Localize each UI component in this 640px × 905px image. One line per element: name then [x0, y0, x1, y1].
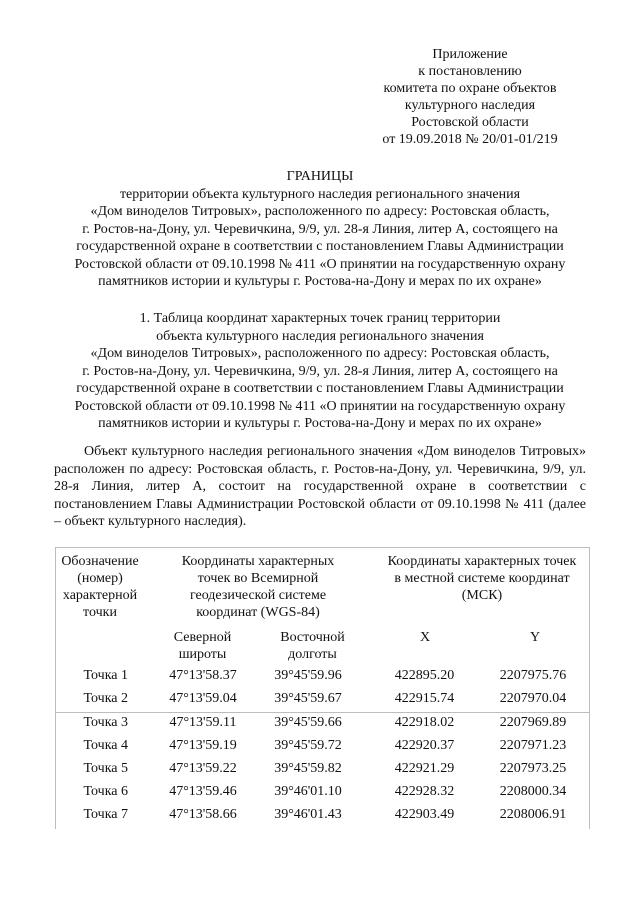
point-longitude: 39°45'59.66 [274, 715, 342, 730]
point-y: 2207975.76 [499, 668, 567, 683]
header-line: точки [83, 605, 117, 620]
caption-line: объекта культурного наследия регионального значения [156, 328, 484, 344]
table-caption [50, 310, 590, 433]
header-line: точек во Всемирной [197, 571, 319, 586]
subheader-x: X [419, 630, 431, 645]
appendix-line: к постановлению [418, 64, 522, 79]
table-row [55, 665, 590, 687]
appendix-block [355, 46, 585, 148]
point-y: 2207971.23 [499, 738, 567, 753]
point-longitude: 39°45'59.72 [274, 738, 342, 753]
point-longitude: 39°45'59.96 [274, 668, 342, 683]
title-line: «Дом виноделов Титровых», расположенного по адресу: Ростовская область, [90, 204, 550, 219]
point-x: 422928.32 [394, 784, 455, 799]
point-y: 2207969.89 [499, 715, 567, 730]
point-y: 2207973.25 [499, 761, 567, 776]
point-latitude: 47°13'59.19 [169, 738, 237, 753]
point-y: 2208000.34 [499, 784, 567, 799]
header-line: (МСК) [461, 588, 503, 603]
caption-line: 1. Таблица координат характерных точек границ территории [139, 311, 501, 326]
subheader-line: долготы [288, 647, 337, 662]
table-row [55, 688, 590, 710]
appendix-line: комитета по охране объектов [383, 81, 557, 96]
table-row [55, 781, 590, 803]
title-line: г. Ростов-на-Дону, ул. Черевичкина, 9/9, ул. 28-я Линия, литер А, состоящего на [82, 221, 558, 237]
point-longitude: 39°46'01.43 [274, 807, 342, 822]
point-name: Точка 4 [83, 738, 128, 753]
subheader-north-latitude [155, 629, 250, 663]
header-line: геодезической системе [189, 588, 327, 603]
point-latitude: 47°13'59.04 [169, 691, 237, 706]
appendix-line: Ростовской области [411, 115, 529, 130]
description-paragraph: Объект культурного наследия регионального значения «Дом виноделов Титровых» расположен по адресу: Ростовская область, г. Ростов-на-Дону, ул. Черевичкина, 9/9, ул. 28-я Линия, литер А, состоит на государственной охране в соответствии с постановлением Главы Администрации Ростовской области от 09.10.1998 № 411 (далее – объект культурного наследия). [54, 444, 586, 529]
point-latitude: 47°13'59.11 [169, 715, 237, 730]
subheader-line: Восточной [280, 630, 345, 645]
coordinates-table [55, 547, 590, 829]
point-x: 422918.02 [394, 715, 455, 730]
point-latitude: 47°13'58.66 [169, 807, 237, 822]
subheader-line: Северной [173, 630, 232, 645]
table-row [55, 758, 590, 780]
title-heading: ГРАНИЦЫ [286, 169, 354, 184]
table-border-top [55, 547, 590, 548]
subheader-line: широты [178, 647, 227, 662]
header-wgs84-coordinates [173, 553, 343, 621]
point-latitude: 47°13'58.37 [169, 668, 237, 683]
appendix-line: от 19.09.2018 № 20/01-01/219 [382, 132, 558, 147]
point-name: Точка 5 [83, 761, 128, 776]
table-row [55, 735, 590, 757]
point-latitude: 47°13'59.22 [169, 761, 237, 776]
header-line: в местной системе координат [394, 571, 570, 586]
point-latitude: 47°13'59.46 [169, 784, 237, 799]
header-point-designation [57, 553, 143, 621]
title-line: Ростовской области от 09.10.1998 № 411 «О принятии на государственную охрану [74, 256, 566, 272]
subheader-y: Y [529, 630, 541, 645]
title-line: территории объекта культурного наследия регионального значения [119, 186, 521, 202]
caption-line: Ростовской области от 09.10.1998 № 411 «О принятии на государственную охрану [74, 398, 566, 414]
point-name: Точка 3 [83, 715, 128, 730]
point-y: 2208006.91 [499, 807, 567, 822]
point-name: Точка 2 [83, 691, 128, 706]
point-x: 422915.74 [394, 691, 455, 706]
point-y: 2207970.04 [499, 691, 567, 706]
header-line: (номер) [77, 571, 123, 586]
subheader-east-longitude [265, 629, 360, 663]
header-line: характерной [62, 588, 138, 603]
header-msk-coordinates [377, 553, 587, 604]
point-longitude: 39°45'59.82 [274, 761, 342, 776]
title-line: государственной охране в соответствии с постановлением Главы Администрации [76, 239, 564, 254]
caption-line: государственной охране в соответствии с постановлением Главы Администрации [76, 381, 564, 396]
title-line: памятников истории и культуры г. Ростова-на-Дону и мерах по их охране» [98, 274, 542, 289]
caption-line: памятников истории и культуры г. Ростова-на-Дону и мерах по их охране» [98, 416, 542, 431]
appendix-line: культурного наследия [404, 98, 536, 113]
header-line: координат (WGS-84) [196, 605, 320, 620]
point-x: 422895.20 [394, 668, 455, 683]
point-longitude: 39°45'59.67 [274, 691, 342, 706]
point-longitude: 39°46'01.10 [274, 784, 342, 799]
caption-line: «Дом виноделов Титровых», расположенного по адресу: Ростовская область, [90, 346, 550, 361]
header-line: Координаты характерных [181, 554, 335, 569]
table-row [55, 804, 590, 826]
table-row [55, 712, 590, 734]
point-name: Точка 7 [83, 807, 128, 822]
point-name: Точка 6 [83, 784, 128, 799]
appendix-line: Приложение [432, 47, 508, 62]
header-line: Обозначение [61, 554, 139, 569]
point-name: Точка 1 [83, 668, 128, 683]
document-title [50, 168, 590, 291]
point-x: 422903.49 [394, 807, 455, 822]
point-x: 422921.29 [394, 761, 455, 776]
header-line: Координаты характерных точек [387, 554, 577, 569]
caption-line: г. Ростов-на-Дону, ул. Черевичкина, 9/9, ул. 28-я Линия, литер А, состоящего на [82, 363, 558, 379]
point-x: 422920.37 [394, 738, 455, 753]
